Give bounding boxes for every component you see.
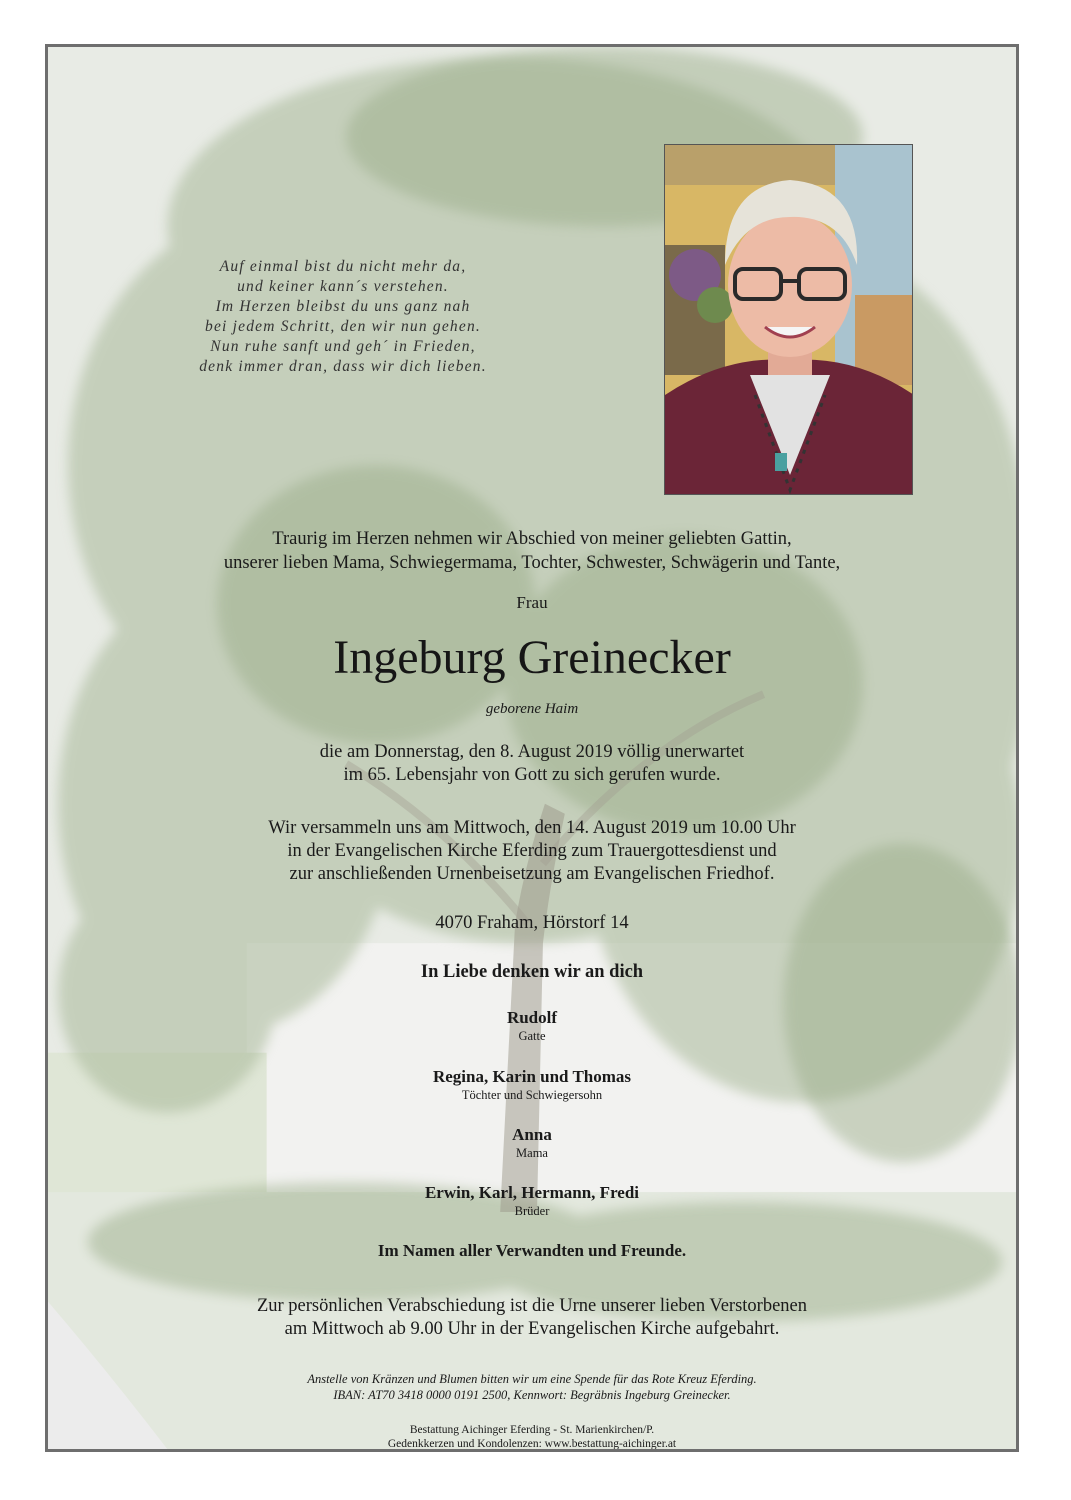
maiden-name: geborene Haim xyxy=(485,701,579,717)
footer-line: Gedenkkerzen und Kondolenzen: www.bestattung-aichinger.at xyxy=(387,1438,677,1450)
donation-request xyxy=(48,1371,1016,1403)
mourner-role: Töchter und Schwiegersohn xyxy=(461,1088,603,1102)
relatives-closing: Im Namen aller Verwandten und Freunde. xyxy=(377,1241,687,1260)
funeral-home-footer xyxy=(48,1423,1016,1451)
death-line: im 65. Lebensjahr von Gott zu sich gerufen wurde. xyxy=(343,765,721,785)
mourner-name: Rudolf xyxy=(506,1008,558,1027)
memorial-poem xyxy=(158,257,528,377)
mourner-role: Gatte xyxy=(518,1029,546,1043)
poem-line: und keiner kann´s verstehen. xyxy=(237,278,449,295)
service-line: in der Evangelischen Kirche Eferding zum Trauergottesdienst und xyxy=(287,841,777,861)
viewing-line: am Mittwoch ab 9.00 Uhr in der Evangelischen Kirche aufgebahrt. xyxy=(284,1319,780,1339)
urn-viewing-info xyxy=(48,1295,1016,1341)
funeral-service-info xyxy=(48,817,1016,886)
notice-frame xyxy=(45,44,1019,1452)
donation-line: IBAN: AT70 3418 0000 0191 2500, Kennwort: Begräbnis Ingeburg Greinecker. xyxy=(333,1388,731,1402)
mourner-name: Erwin, Karl, Hermann, Fredi xyxy=(424,1183,640,1202)
portrait-photo xyxy=(664,144,913,495)
mourner-name: Anna xyxy=(512,1125,552,1144)
poem-line: Auf einmal bist du nicht mehr da, xyxy=(219,258,467,275)
viewing-line: Zur persönlichen Verabschiedung ist die Urne unserer lieben Verstorbenen xyxy=(256,1296,808,1316)
mourner-entry xyxy=(48,1067,1016,1103)
mourner-role: Mama xyxy=(516,1146,548,1160)
farewell-intro xyxy=(48,527,1016,575)
mourner-entry xyxy=(48,1183,1016,1219)
service-line: Wir versammeln uns am Mittwoch, den 14. August 2019 um 10.00 Uhr xyxy=(268,818,796,838)
family-address: 4070 Fraham, Hörstorf 14 xyxy=(435,913,629,933)
salutation: Frau xyxy=(516,593,548,612)
service-line: zur anschließenden Urnenbeisetzung am Evangelischen Friedhof. xyxy=(289,864,775,884)
poem-line: Nun ruhe sanft und geh´ in Frieden, xyxy=(210,338,476,355)
mourner-role: Brüder xyxy=(514,1204,550,1218)
death-announcement xyxy=(48,741,1016,787)
poem-line: bei jedem Schritt, den wir nun gehen. xyxy=(205,318,481,335)
footer-line: Bestattung Aichinger Eferding - St. Marienkirchen/P. xyxy=(409,1424,655,1436)
mourners-heading: In Liebe denken wir an dich xyxy=(420,962,644,982)
portrait-image xyxy=(665,145,913,495)
intro-line: unserer lieben Mama, Schwiegermama, Tochter, Schwester, Schwägerin und Tante, xyxy=(223,553,841,573)
mourner-name: Regina, Karin und Thomas xyxy=(432,1067,632,1086)
poem-line: Im Herzen bleibst du uns ganz nah xyxy=(215,298,471,315)
mourner-entry xyxy=(48,1125,1016,1161)
donation-line: Anstelle von Kränzen und Blumen bitten wir um eine Spende für das Rote Kreuz Eferding. xyxy=(307,1372,757,1386)
deceased-name: Ingeburg Greinecker xyxy=(333,631,731,684)
poem-line: denk immer dran, dass wir dich lieben. xyxy=(199,358,487,375)
mourner-entry xyxy=(48,1008,1016,1044)
intro-line: Traurig im Herzen nehmen wir Abschied von meiner geliebten Gattin, xyxy=(272,529,792,549)
death-line: die am Donnerstag, den 8. August 2019 völlig unerwartet xyxy=(319,742,745,762)
